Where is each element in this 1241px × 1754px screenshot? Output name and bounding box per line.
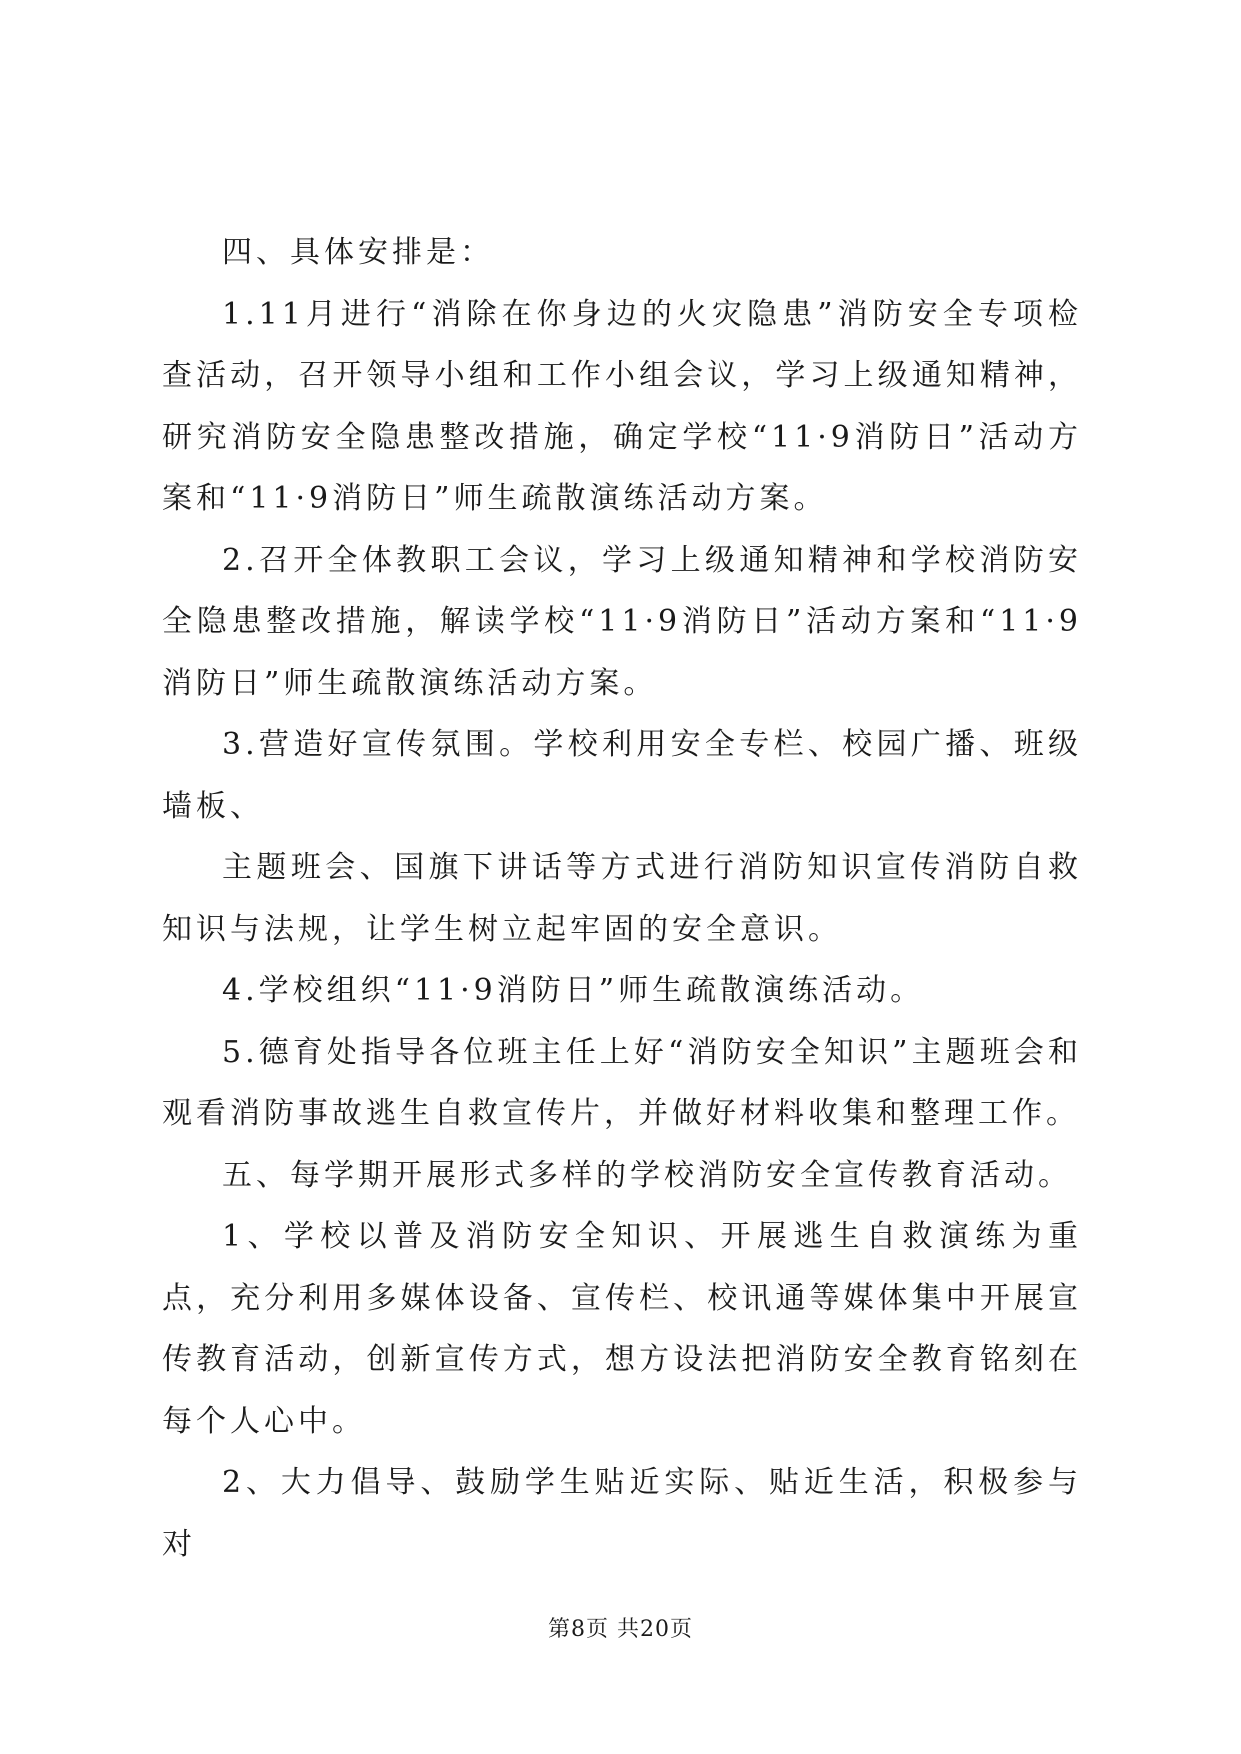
document-body [162,222,1082,1575]
paragraph-item-2: 2.召开全体教职工会议，学习上级通知精神和学校消防安全隐患整改措施，解读学校“11·9消防日”活动方案和“11·9消防日”师生疏散演练活动方案。 [162,542,1082,701]
paragraph-section-five-heading: 五、每学期开展形式多样的学校消防安全宣传教育活动。 [222,1157,1072,1193]
paragraph-item-3-continued: 主题班会、国旗下讲话等方式进行消防知识宣传消防自救知识与法规，让学生树立起牢固的安全意识。 [162,850,1082,947]
paragraph-item-5: 5.德育处指导各位班主任上好“消防安全知识”主题班会和观看消防事故逃生自救宣传片，并做好材料收集和整理工作。 [162,1034,1082,1131]
paragraph-section-five-item-1: 1、学校以普及消防安全知识、开展逃生自救演练为重点，充分利用多媒体设备、宣传栏、校讯通等媒体集中开展宣传教育活动，创新宣传方式，想方设法把消防安全教育铭刻在每个人心中。 [162,1219,1082,1439]
paragraph-item-1: 1.11月进行“消除在你身边的火灾隐患”消防安全专项检查活动，召开领导小组和工作小组会议，学习上级通知精神，研究消防安全隐患整改措施，确定学校“11·9消防日”活动方案和“11·9消防日”师生疏散演练活动方案。 [162,296,1082,516]
paragraph-item-4: 4.学校组织“11·9消防日”师生疏散演练活动。 [222,973,925,1008]
paragraph-section-five-item-2: 2、大力倡导、鼓励学生贴近实际、贴近生活，积极参与对 [162,1465,1082,1562]
page-number-footer: 第8页 共20页 [548,1617,693,1642]
paragraph-item-3: 3.营造好宣传氛围。学校利用安全专栏、校园广播、班级墙板、 [162,727,1082,824]
paragraph-section-four-heading: 四、具体安排是： [222,235,494,270]
